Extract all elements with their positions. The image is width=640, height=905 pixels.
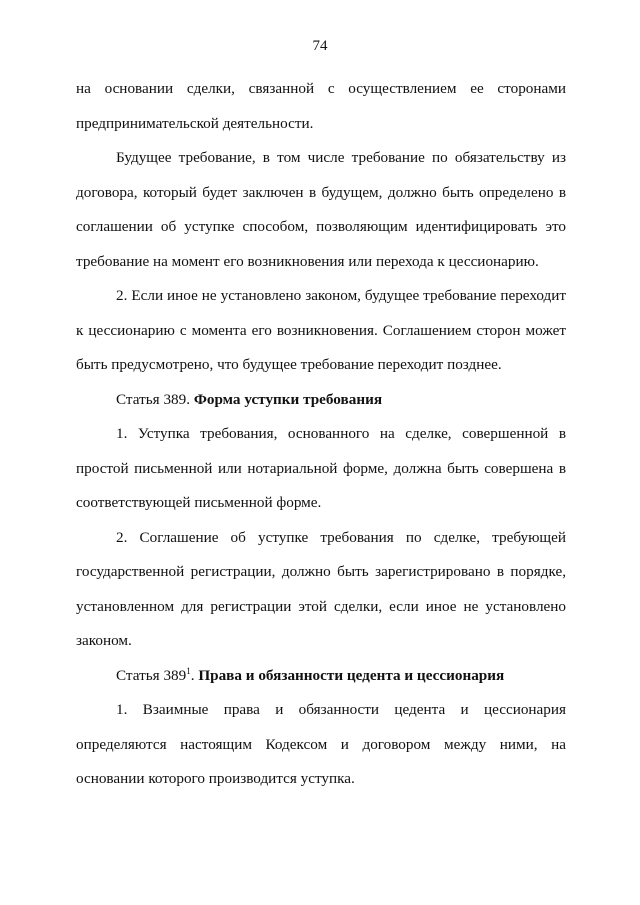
article-389-heading	[76, 383, 566, 418]
article-389-point-2: 2. Соглашение об уступке требования по сделке, требующей государственной регистрации, должно быть зарегистрировано в порядке, установленном для регистрации этой сделки, если иное не установлено законом.	[76, 528, 566, 649]
article-389-title: Форма уступки требования	[193, 390, 383, 408]
paragraph-future-claim: Будущее требование, в том числе требование по обязательству из договора, который будет заключен в будущем, должно быть определено в соглашении об уступке способом, позволяющим идентифицировать это требование на момент его возникновения или перехода к цессионарию.	[76, 149, 566, 270]
paragraph-point-2: 2. Если иное не установлено законом, будущее требование переходит к цессионарию с момента его возникновения. Соглашением сторон может быть предусмотрено, что будущее требование переходит позднее.	[76, 287, 566, 373]
article-389-point-1: 1. Уступка требования, основанного на сделке, совершенной в простой письменной или нотариальной форме, должна быть совершена в соответствующей письменной форме.	[76, 425, 566, 511]
document-body	[76, 72, 566, 797]
paragraph-continuation: на основании сделки, связанной с осуществлением ее сторонами предпринимательской деятельности.	[76, 80, 566, 132]
article-389-prefix: Статья 389.	[116, 390, 191, 408]
page-number: 74	[312, 38, 328, 54]
article-389-1-prefix: Статья 389	[116, 666, 187, 684]
article-389-1-superscript: 1	[186, 665, 191, 676]
article-389-1-title: Права и обязанности цедента и цессионария	[198, 666, 505, 684]
article-389-1-point-1: 1. Взаимные права и обязанности цедента и цессионария определяются настоящим Кодексом и договором между ними, на основании которого производится уступка.	[76, 701, 566, 787]
article-389-1-heading: Статья $389^1$. Права и обязанности цедента и цессионария	[116, 665, 505, 684]
